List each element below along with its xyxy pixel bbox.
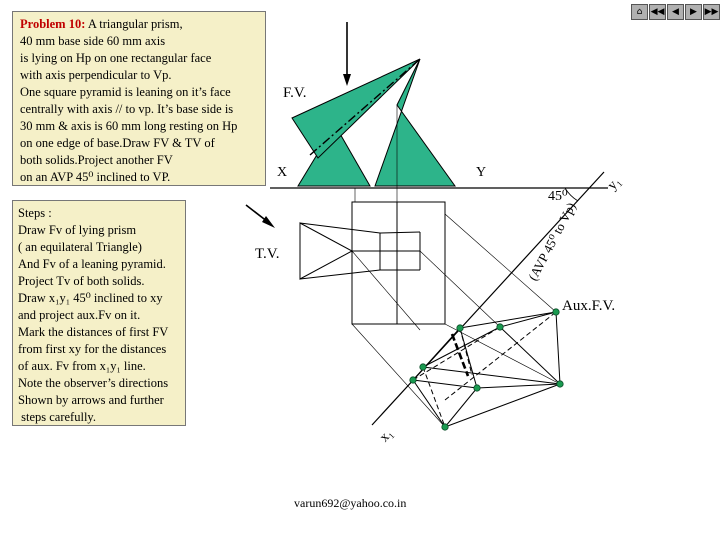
problem-line: 40 mm base side 60 mm axis [20, 34, 166, 48]
previous-slide-icon[interactable]: ◀ [667, 4, 684, 20]
steps-line: Draw Fv of lying prism [18, 223, 137, 237]
slide-navigation [631, 4, 720, 20]
steps-line: And Fv of a leaning pyramid. [18, 257, 166, 271]
aux-edge [413, 380, 477, 388]
aux-node [457, 325, 463, 331]
last-slide-icon[interactable]: ▶▶ [703, 4, 720, 20]
aux-node [497, 324, 503, 330]
aux-projector-line [352, 324, 445, 427]
aux-node [420, 364, 426, 370]
fv-label: F.V. [283, 85, 307, 101]
steps-line: ( an equilateral Triangle) [18, 240, 142, 254]
aux-projector-line [352, 251, 420, 330]
aux-edge [423, 367, 560, 384]
home-icon[interactable]: ⌂ [631, 4, 648, 20]
problem-statement-box [12, 11, 266, 186]
steps-line: Mark the distances of first FV [18, 325, 169, 339]
aux-edge [477, 384, 560, 388]
steps-line: Steps : [18, 206, 52, 220]
aux-edge [500, 327, 560, 384]
aux-hidden-edges [413, 312, 556, 427]
aux-node [553, 309, 559, 315]
aux-fv-label: Aux.F.V. [562, 298, 616, 314]
tv-label: T.V. [255, 246, 280, 262]
pyramid-top-view [300, 223, 352, 279]
aux-node [474, 385, 480, 391]
aux-node [557, 381, 563, 387]
problem-line: A triangular prism, [85, 17, 183, 31]
problem-line: both solids.Project another FV [20, 153, 173, 167]
observer-arrow-fv-head [343, 74, 351, 86]
problem-line: One square pyramid is leaning on it’s face [20, 85, 231, 99]
prism-top-view [352, 202, 445, 324]
steps-line: of aux. Fv from x₁y₁ line. [18, 359, 146, 373]
problem-line: 30 mm & axis is 60 mm long resting on Hp [20, 119, 238, 133]
aux-prism-outline [413, 312, 560, 427]
x1-label: x₁ [377, 426, 397, 446]
problem-line: is lying on Hp on one rectangular face [20, 51, 212, 65]
author-email: varun692@yahoo.co.in [294, 496, 407, 510]
next-slide-icon[interactable]: ▶ [685, 4, 702, 20]
problem-line: on an AVP 45⁰ inclined to VP. [20, 170, 171, 184]
aux-hidden-edge [413, 327, 500, 380]
aux-hidden-edge [423, 367, 445, 427]
steps-line: Project Tv of both solids. [18, 274, 145, 288]
steps-line: Draw x₁y₁ 45⁰ inclined to xy [18, 291, 163, 305]
problem-line: with axis perpendicular to Vp. [20, 68, 172, 82]
problem-title: Problem 10: [20, 17, 86, 31]
steps-box [12, 200, 186, 426]
y-label: Y [476, 165, 487, 180]
observer-arrow-avp-head [262, 216, 275, 228]
aux-projector-line [420, 251, 500, 327]
first-slide-icon[interactable]: ◀◀ [649, 4, 666, 20]
steps-line: and project aux.Fv on it. [18, 308, 141, 322]
aux-node [442, 424, 448, 430]
y1-label: y₁ [605, 174, 625, 194]
pyramid-top-view-edge [380, 232, 420, 233]
problem-line: on one edge of base.Draw FV & TV of [20, 136, 215, 150]
steps-line: from first xy for the distances [18, 342, 167, 356]
problem-line: centrally with axis // to vp. It’s base side is [20, 102, 234, 116]
aux-projectors [352, 214, 560, 427]
aux-front-view [413, 312, 560, 427]
steps-line: Note the observer’s directions [18, 376, 169, 390]
x-label: X [277, 165, 288, 180]
pyramid-top-view-edge [300, 223, 380, 233]
steps-line: steps carefully. [18, 410, 96, 424]
avp-label: (AVP 45⁰ to Vp) [525, 199, 579, 284]
steps-line: Shown by arrows and further [18, 393, 164, 407]
pyramid-top-view-edge [300, 270, 380, 279]
angle-label: 45⁰ [548, 189, 568, 204]
top-view [300, 202, 445, 324]
aux-node [410, 377, 416, 383]
